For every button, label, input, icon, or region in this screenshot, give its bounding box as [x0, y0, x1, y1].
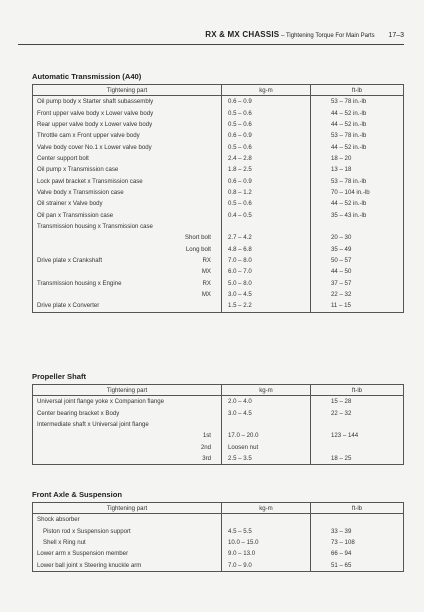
torque-ftlb: 51 – 65: [331, 561, 352, 569]
table-propeller-shaft: [32, 384, 404, 465]
table-row: [33, 289, 404, 300]
part-name: Center support bolt: [37, 154, 89, 162]
torque-kgm: 2.0 – 4.0: [222, 396, 311, 408]
torque-kgm: 0.5 – 0.6: [222, 107, 311, 118]
part-cell: [33, 175, 222, 186]
part-name: Valve body cover No.1 x Lower valve body: [37, 143, 152, 151]
part-cell: [33, 243, 222, 254]
torque-ftlb: 35 – 43 in.-lb: [331, 211, 367, 219]
torque-kgm: Loosen nut: [222, 441, 311, 452]
part-cell: [33, 198, 222, 209]
column-header-part: Tightening part: [33, 385, 222, 396]
part-cell: [33, 96, 222, 108]
table-row: [33, 419, 404, 430]
table-header-row: [33, 503, 404, 514]
part-cell: [33, 396, 222, 408]
torque-kgm: 0.5 – 0.6: [222, 119, 311, 130]
page-header: [18, 30, 404, 42]
torque-kgm: 2.7 – 4.2: [222, 232, 311, 243]
part-name: Center bearing bracket x Body: [37, 409, 120, 417]
torque-kgm: 1.8 – 2.5: [222, 164, 311, 175]
torque-ftlb: 44 – 52 in.-lb: [331, 120, 367, 128]
part-variant: 3rd: [202, 454, 211, 462]
part-cell: [33, 164, 222, 175]
torque-ftlb: [311, 441, 404, 452]
table-row: [33, 187, 404, 198]
part-cell: [33, 187, 222, 198]
part-name: Oil strainer x Valve body: [37, 200, 103, 208]
part-cell: [33, 559, 222, 571]
part-variant: RX: [202, 279, 211, 287]
torque-kgm: 3.0 – 4.5: [222, 289, 311, 300]
table-row: [33, 198, 404, 209]
part-cell: [33, 525, 222, 536]
part-cell: [33, 278, 222, 289]
torque-ftlb: 50 – 57: [331, 256, 352, 264]
torque-ftlb: 11 – 15: [331, 302, 351, 310]
torque-ftlb: 22 – 32: [331, 291, 352, 299]
part-name: Throttle cam x Front upper valve body: [37, 132, 140, 140]
part-variant: 1st: [202, 432, 211, 440]
part-name: Rear upper valve body x Lower valve body: [37, 120, 153, 128]
torque-ftlb: 22 – 32: [331, 409, 352, 417]
header-title: RX & MX CHASSIS: [205, 30, 280, 39]
torque-kgm: [222, 419, 311, 430]
table-row: [33, 232, 404, 243]
torque-ftlb: 44 – 52 in.-lb: [331, 143, 367, 151]
torque-kgm: 0.5 – 0.6: [222, 198, 311, 209]
torque-kgm: 4.8 – 6.8: [222, 243, 311, 254]
table-row: [33, 119, 404, 130]
part-variant: 2nd: [200, 443, 211, 451]
table-row: [33, 221, 404, 232]
part-cell: [33, 266, 222, 277]
table-row: [33, 141, 404, 152]
torque-ftlb: 18 – 20: [331, 154, 352, 162]
table-front-axle: [32, 502, 404, 572]
torque-ftlb: 13 – 18: [331, 166, 352, 174]
torque-ftlb: 66 – 94: [331, 550, 352, 558]
torque-ftlb: 44 – 52 in.-lb: [331, 200, 367, 208]
part-name: Valve body x Transmission case: [37, 188, 124, 196]
table-row: [33, 243, 404, 254]
torque-kgm: 1.5 – 2.2: [222, 300, 311, 312]
table-row: [33, 278, 404, 289]
torque-kgm: 0.6 – 0.9: [222, 130, 311, 141]
part-cell: [33, 430, 222, 441]
part-name: Front upper valve body x Lower valve body: [37, 109, 154, 117]
part-cell: [33, 453, 222, 465]
part-cell: [33, 221, 222, 232]
table-row: [33, 548, 404, 559]
torque-ftlb: 53 – 78 in.-lb: [331, 98, 367, 106]
torque-ftlb: [311, 514, 404, 526]
part-name: Drive plate x Converter: [37, 302, 100, 310]
torque-ftlb: 35 – 49: [331, 245, 352, 253]
table-row: [33, 130, 404, 141]
torque-kgm: 0.6 – 0.9: [222, 96, 311, 108]
torque-ftlb: 73 – 108: [331, 538, 355, 546]
torque-kgm: 0.6 – 0.9: [222, 175, 311, 186]
table-row: [33, 175, 404, 186]
part-name: Shock absorber: [37, 516, 80, 524]
part-variant: MX: [201, 268, 211, 276]
part-name: Lock pawl bracket x Transmission case: [37, 177, 143, 185]
part-cell: [33, 289, 222, 300]
torque-kgm: [222, 514, 311, 526]
table-row: [33, 537, 404, 548]
part-cell: [33, 407, 222, 418]
part-variant: RX: [202, 256, 211, 264]
torque-ftlb: 123 – 144: [331, 432, 359, 440]
torque-kgm: 17.0 – 20.0: [222, 430, 311, 441]
header-rule: [18, 44, 404, 45]
page-number: 17–3: [388, 32, 404, 39]
torque-ftlb: 44 – 50: [331, 268, 352, 276]
table-automatic-transmission: [32, 84, 404, 313]
part-name: Oil pump x Transmission case: [37, 166, 119, 174]
part-name: Shell x Ring nut: [43, 538, 86, 546]
table-row: [33, 107, 404, 118]
part-cell: [33, 153, 222, 164]
part-cell: [33, 209, 222, 220]
torque-ftlb: 15 – 28: [331, 398, 352, 406]
torque-kgm: 6.0 – 7.0: [222, 266, 311, 277]
torque-kgm: 0.4 – 0.5: [222, 209, 311, 220]
table-row: [33, 266, 404, 277]
column-header-kgm: kg-m: [222, 503, 311, 514]
part-name: Drive plate x Crankshaft: [37, 256, 103, 264]
table-row: [33, 514, 404, 526]
part-name: Lower ball joint x Steering knuckle arm: [37, 561, 142, 569]
column-header-ftlb: ft-lb: [311, 385, 404, 396]
torque-kgm: 0.5 – 0.6: [222, 141, 311, 152]
part-cell: [33, 119, 222, 130]
column-header-kgm: kg-m: [222, 385, 311, 396]
part-name: Lower arm x Suspension member: [37, 550, 129, 558]
torque-ftlb: 18 – 25: [331, 454, 352, 462]
table-row: [33, 300, 404, 312]
part-cell: [33, 141, 222, 152]
column-header-kgm: kg-m: [222, 85, 311, 96]
table-header-row: [33, 385, 404, 396]
table-row: [33, 255, 404, 266]
part-cell: [33, 232, 222, 243]
part-name: Intermediate shaft x Universal joint flange: [37, 420, 149, 428]
torque-kgm: 2.4 – 2.8: [222, 153, 311, 164]
torque-kgm: 0.8 – 1.2: [222, 187, 311, 198]
table-row: [33, 153, 404, 164]
table-row: [33, 209, 404, 220]
table-row: [33, 164, 404, 175]
table-header-row: [33, 85, 404, 96]
section-title-automatic-transmission: Automatic Transmission (A40): [32, 72, 142, 81]
column-header-ftlb: ft-lb: [311, 85, 404, 96]
part-cell: [33, 419, 222, 430]
torque-ftlb: 53 – 78 in.-lb: [331, 177, 367, 185]
table-row: [33, 430, 404, 441]
part-cell: [33, 548, 222, 559]
part-name: Oil pump body x Starter shaft subassembly: [37, 98, 154, 106]
torque-kgm: 4.5 – 5.5: [222, 525, 311, 536]
part-name: Transmission housing x Engine: [37, 279, 122, 287]
part-name: Oil pan x Transmission case: [37, 211, 114, 219]
torque-ftlb: 44 – 52 in.-lb: [331, 109, 367, 117]
table-row: [33, 407, 404, 418]
part-cell: [33, 514, 222, 526]
part-cell: [33, 441, 222, 452]
torque-kgm: 3.0 – 4.5: [222, 407, 311, 418]
torque-ftlb: [311, 221, 404, 232]
part-variant: Long bolt: [185, 245, 211, 253]
torque-ftlb: 33 – 39: [331, 527, 352, 535]
column-header-ftlb: ft-lb: [311, 503, 404, 514]
part-cell: [33, 537, 222, 548]
torque-kgm: 2.5 – 3.5: [222, 453, 311, 465]
part-cell: [33, 255, 222, 266]
torque-kgm: 7.0 – 9.0: [222, 559, 311, 571]
part-cell: [33, 300, 222, 312]
table-row: [33, 559, 404, 571]
torque-kgm: 5.0 – 8.0: [222, 278, 311, 289]
torque-ftlb: [311, 419, 404, 430]
torque-ftlb: 53 – 78 in.-lb: [331, 132, 367, 140]
section-title-propeller-shaft: Propeller Shaft: [32, 372, 87, 381]
table-row: [33, 96, 404, 108]
part-cell: [33, 130, 222, 141]
torque-kgm: 9.0 – 13.0: [222, 548, 311, 559]
torque-kgm: 10.0 – 15.0: [222, 537, 311, 548]
column-header-part: Tightening part: [33, 85, 222, 96]
part-name: Transmission housing x Transmission case: [37, 222, 153, 230]
part-name: Piston rod x Suspension support: [43, 527, 131, 535]
header-subtitle: – Tightening Torque For Main Parts: [281, 33, 375, 39]
table-row: [33, 396, 404, 408]
torque-kgm: 7.0 – 8.0: [222, 255, 311, 266]
torque-kgm: [222, 221, 311, 232]
part-variant: Short bolt: [184, 234, 211, 242]
table-row: [33, 525, 404, 536]
torque-ftlb: 20 – 30: [331, 234, 352, 242]
table-row: [33, 441, 404, 452]
column-header-part: Tightening part: [33, 503, 222, 514]
torque-ftlb: 70 – 104 in.-lb: [331, 188, 370, 196]
part-cell: [33, 107, 222, 118]
torque-ftlb: 37 – 57: [331, 279, 352, 287]
section-title-front-axle: Front Axle & Suspension: [32, 490, 123, 499]
table-row: [33, 453, 404, 465]
part-variant: MX: [201, 291, 211, 299]
part-name: Universal joint flange yoke x Companion flange: [37, 398, 165, 406]
